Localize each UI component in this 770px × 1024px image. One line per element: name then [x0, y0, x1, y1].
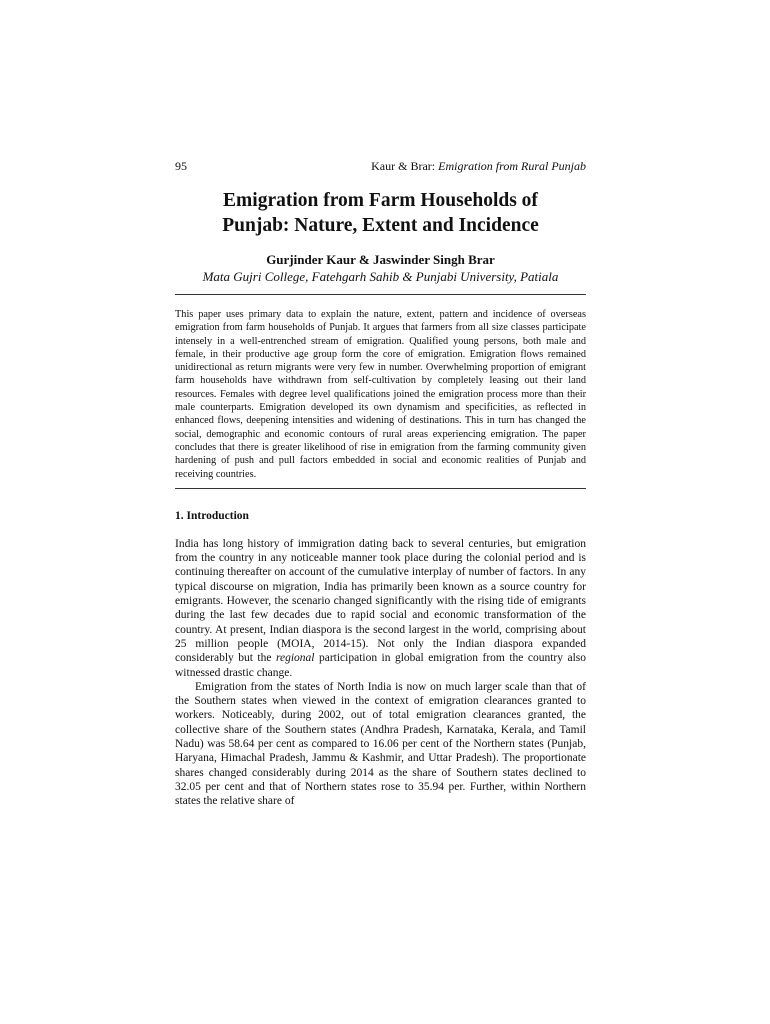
paper-title-line-1: Emigration from Farm Households of	[223, 190, 538, 211]
divider-top	[175, 294, 586, 295]
paragraph-1-text-end: participation in global emigration from the country also witnessed drastic change.	[175, 652, 586, 679]
running-head	[175, 158, 586, 174]
body-paragraph-2: Emigration from the states of North India is now on much larger scale than that of the Southern states when viewed in the context of emigration clearances granted to workers. Noticeably, during 2002, out of total emigration clearances granted, the collective share of the Southern states (Andhra Pradesh, Karnataka, Kerala, and Tamil Nadu) was 58.64 per cent as compared to 16.06 per cent of the Northern states (Punjab, Haryana, Himachal Pradesh, Jammu & Kashmir, and Uttar Pradesh). The proportionate shares changed considerably during 2014 as the share of Southern states declined to 32.05 per cent and that of Northern states rose to 35.94 per. Further, within Northern states the relative share of	[175, 680, 586, 808]
running-head-title	[371, 158, 586, 174]
running-head-short-title: Emigration from Rural Punjab	[438, 159, 586, 173]
divider-bottom	[175, 488, 586, 489]
abstract: This paper uses primary data to explain the nature, extent, pattern and incidence of overseas emigration from farm households of Punjab. It argues that farmers from all size classes participate intensely in a well-entrenched stream of emigration. Qualified young persons, both male and female, in their productive age group form the core of emigration. Emigration flows remained unidirectional as return migrants were very few in number. Overwhelming proportion of emigrant farm households have withdrawn from self-cultivation by completely leasing out their land resources. Females with degree level qualifications joined the emigration process more than their male counterparts. Emigration developed its own dynamism and specificities, as reflected in enhanced flows, deepening intensities and widening of destinations. This in turn has changed the social, demographic and economic contours of rural areas experiencing emigration. The paper concludes that there is greater likelihood of rise in emigration from the farming community given hardening of push and pull factors embedded in social and economic realities of Punjab and receiving countries.	[175, 309, 586, 480]
body-paragraph-1	[175, 537, 586, 680]
paper-title-line-2: Punjab: Nature, Extent and Incidence	[222, 215, 539, 236]
affiliation: Mata Gujri College, Fatehgarh Sahib & Punjabi University, Patiala	[202, 269, 559, 284]
paragraph-1-emphasis: regional	[275, 652, 315, 665]
paper-page	[175, 158, 586, 809]
running-head-authors: Kaur & Brar:	[371, 159, 439, 173]
page-number: 95	[175, 159, 187, 173]
paper-title	[175, 188, 586, 238]
paragraph-1-text-start: India has long history of immigration dating back to several centuries, but emigration from the country in any noticeable manner took place during the colonial period and is continuing thereafter on account of the cumulative interplay of number of factors. In any typical discourse on migration, India has primarily been known as a source country for emigrants. However, the scenario changed significantly with the rising tide of emigrants during the last few decades due to rapid social and economic transformation of the country. At present, Indian diaspora is the second largest in the world, comprising about 25 million people (MOIA, 2014-15). Not only the Indian diaspora expanded considerably but the	[175, 537, 586, 665]
authors: Gurjinder Kaur & Jaswinder Singh Brar	[266, 252, 495, 267]
section-heading: 1. Introduction	[175, 509, 249, 522]
